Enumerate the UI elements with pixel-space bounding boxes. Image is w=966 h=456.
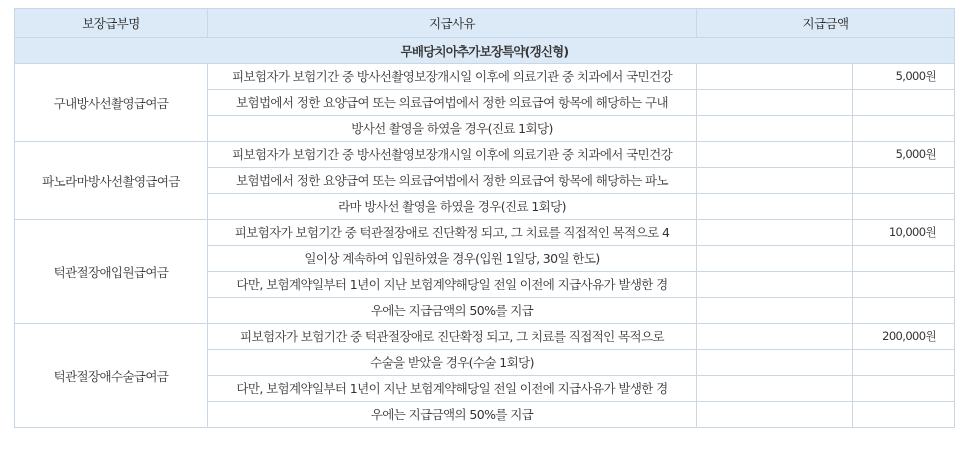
empty-cell <box>697 168 853 194</box>
empty-cell <box>697 142 853 168</box>
empty-cell <box>853 116 955 142</box>
benefit-table-container <box>14 8 954 441</box>
header-payment-reason: 지급사유 <box>208 9 697 38</box>
empty-cell <box>853 90 955 116</box>
reason-line: 피보험자가 보험기간 중 턱관절장애로 진단확정 되고, 그 치료를 직접적인 목적으로 <box>208 324 697 350</box>
table-row <box>15 324 955 350</box>
reason-line: 방사선 촬영을 하였을 경우(진료 1회당) <box>208 116 697 142</box>
reason-line: 다만, 보험계약일부터 1년이 지난 보험계약해당일 전일 이전에 지급사유가 발생한 경 <box>208 376 697 402</box>
empty-cell <box>697 64 853 90</box>
reason-line: 보험법에서 정한 요양급여 또는 의료급여법에서 정한 의료급여 항목에 해당하는 파노 <box>208 168 697 194</box>
empty-cell <box>853 168 955 194</box>
table-row <box>15 220 955 246</box>
reason-line: 우에는 지급금액의 50%를 지급 <box>208 402 697 428</box>
reason-line: 보험법에서 정한 요양급여 또는 의료급여법에서 정한 의료급여 항목에 해당하는 구내 <box>208 90 697 116</box>
table-row <box>15 142 955 168</box>
header-payment-amount: 지급금액 <box>697 9 955 38</box>
reason-line: 피보험자가 보험기간 중 방사선촬영보장개시일 이후에 의료기관 중 치과에서 국민건강 <box>208 64 697 90</box>
reason-line: 피보험자가 보험기간 중 방사선촬영보장개시일 이후에 의료기관 중 치과에서 국민건강 <box>208 142 697 168</box>
empty-cell <box>697 246 853 272</box>
empty-cell <box>697 350 853 376</box>
section-title: 무배당치아추가보장특약(갱신형) <box>15 38 955 64</box>
payment-amount: 10,000원 <box>853 220 955 246</box>
reason-line: 라마 방사선 촬영을 하였을 경우(진료 1회당) <box>208 194 697 220</box>
payment-amount: 5,000원 <box>853 64 955 90</box>
empty-cell <box>697 402 853 428</box>
payment-amount: 5,000원 <box>853 142 955 168</box>
empty-cell <box>697 298 853 324</box>
empty-cell <box>853 246 955 272</box>
benefit-table <box>14 8 955 428</box>
reason-line: 다만, 보험계약일부터 1년이 지난 보험계약해당일 전일 이전에 지급사유가 발생한 경 <box>208 272 697 298</box>
header-benefit-name: 보장급부명 <box>15 9 208 38</box>
reason-line: 일이상 계속하여 입원하였을 경우(입원 1일당, 30일 한도) <box>208 246 697 272</box>
empty-cell <box>697 116 853 142</box>
table-row <box>15 64 955 90</box>
empty-cell <box>853 402 955 428</box>
empty-cell <box>697 220 853 246</box>
empty-cell <box>853 376 955 402</box>
empty-cell <box>853 350 955 376</box>
benefit-name: 턱관절장애수술급여금 <box>15 324 208 428</box>
empty-cell <box>853 272 955 298</box>
reason-line: 피보험자가 보험기간 중 턱관절장애로 진단확정 되고, 그 치료를 직접적인 목적으로 4 <box>208 220 697 246</box>
table-header-row <box>15 9 955 38</box>
empty-cell <box>853 298 955 324</box>
empty-cell <box>697 324 853 350</box>
empty-cell <box>697 194 853 220</box>
empty-cell <box>697 90 853 116</box>
benefit-name: 구내방사선촬영급여금 <box>15 64 208 142</box>
reason-line: 수술을 받았을 경우(수술 1회당) <box>208 350 697 376</box>
empty-cell <box>697 376 853 402</box>
empty-cell <box>853 194 955 220</box>
section-row <box>15 38 955 64</box>
benefit-name: 파노라마방사선촬영급여금 <box>15 142 208 220</box>
empty-cell <box>697 272 853 298</box>
payment-amount: 200,000원 <box>853 324 955 350</box>
reason-line: 우에는 지급금액의 50%를 지급 <box>208 298 697 324</box>
benefit-name: 턱관절장애입원급여금 <box>15 220 208 324</box>
